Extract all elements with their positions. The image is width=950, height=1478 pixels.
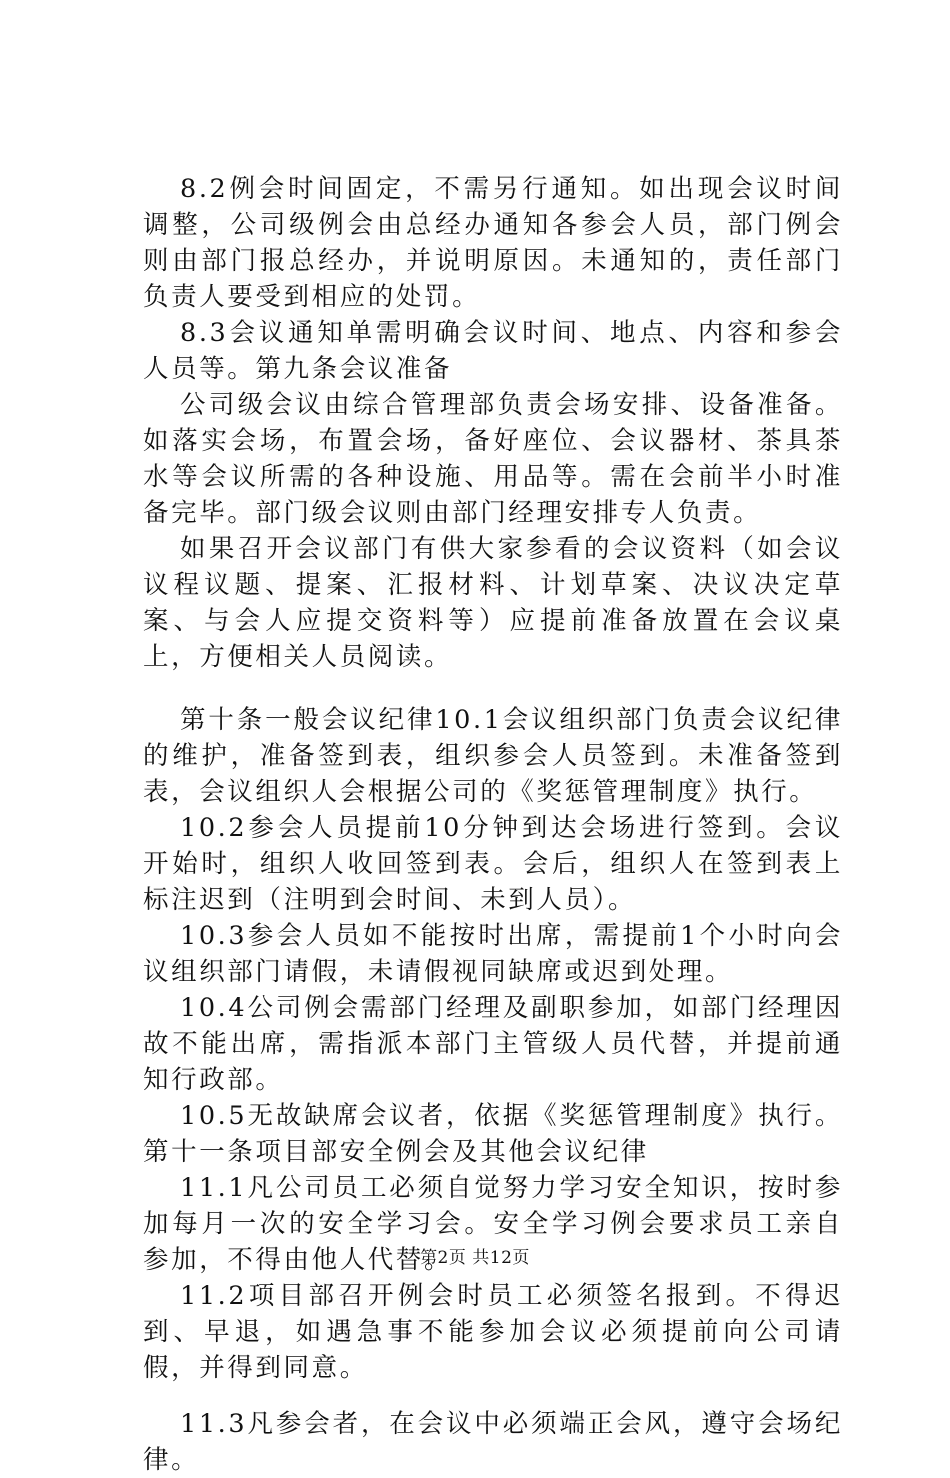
paragraph-spacer: [143, 675, 843, 702]
paragraph-meeting-materials: 如果召开会议部门有供大家参看的会议资料（如会议议程议题、提案、汇报材料、计划草案、决议决定草案、与会人应提交资料等）应提前准备放置在会议桌上，方便相关人员阅读。: [143, 534, 843, 672]
paragraph-8-2: 8.2例会时间固定，不需另行通知。如出现会议时间调整，公司级例会由总经办通知各参会人员，部门例会则由部门报总经办，并说明原因。未通知的，责任部门负责人要受到相应的处罚。: [143, 174, 843, 312]
paragraph-10-2: 10.2参会人员提前10分钟到达会场进行签到。会议开始时，组织人收回签到表。会后，组织人在签到表上标注迟到（注明到会时间、未到人员）。: [143, 813, 843, 915]
paragraph-10-3: 10.3参会人员如不能按时出席，需提前1个小时向会议组织部门请假，未请假视同缺席或迟到处理。: [143, 921, 843, 987]
paragraph-10-5: 10.5无故缺席会议者，依据《奖惩管理制度》执行。第十一条项目部安全例会及其他会议纪律: [143, 1101, 843, 1167]
paragraph-8-3: 8.3会议通知单需明确会议时间、地点、内容和参会人员等。第九条会议准备: [143, 318, 843, 384]
paragraph-10-1: 第十条一般会议纪律10.1会议组织部门负责会议纪律的维护，准备签到表，组织参会人员签到。未准备签到表，会议组织人会根据公司的《奖惩管理制度》执行。: [143, 705, 843, 807]
paragraph-spacer: [143, 1386, 843, 1406]
paragraph-11-2: 11.2项目部召开例会时员工必须签名报到。不得迟到、早退，如遇急事不能参加会议必须提前向公司请假，并得到同意。: [143, 1281, 843, 1383]
document-body: [143, 171, 843, 1478]
paragraph-11-3: 11.3凡参会者，在会议中必须端正会风，遵守会场纪律。: [143, 1409, 843, 1475]
paragraph-10-4: 10.4公司例会需部门经理及副职参加，如部门经理因故不能出席，需指派本部门主管级人员代替，并提前通知行政部。: [143, 993, 843, 1095]
paragraph-meeting-preparation: 公司级会议由综合管理部负责会场安排、设备准备。如落实会场，布置会场，备好座位、会议器材、茶具茶水等会议所需的各种设施、用品等。需在会前半小时准备完毕。部门级会议则由部门经理安排专人负责。: [143, 390, 843, 528]
paragraph-11-1: 11.1凡公司员工必须自觉努力学习安全知识，按时参加每月一次的安全学习会。安全学习例会要求员工亲自参加，不得由他人代替。: [143, 1173, 843, 1275]
page-number-footer: 第2页 共12页: [420, 1248, 530, 1268]
